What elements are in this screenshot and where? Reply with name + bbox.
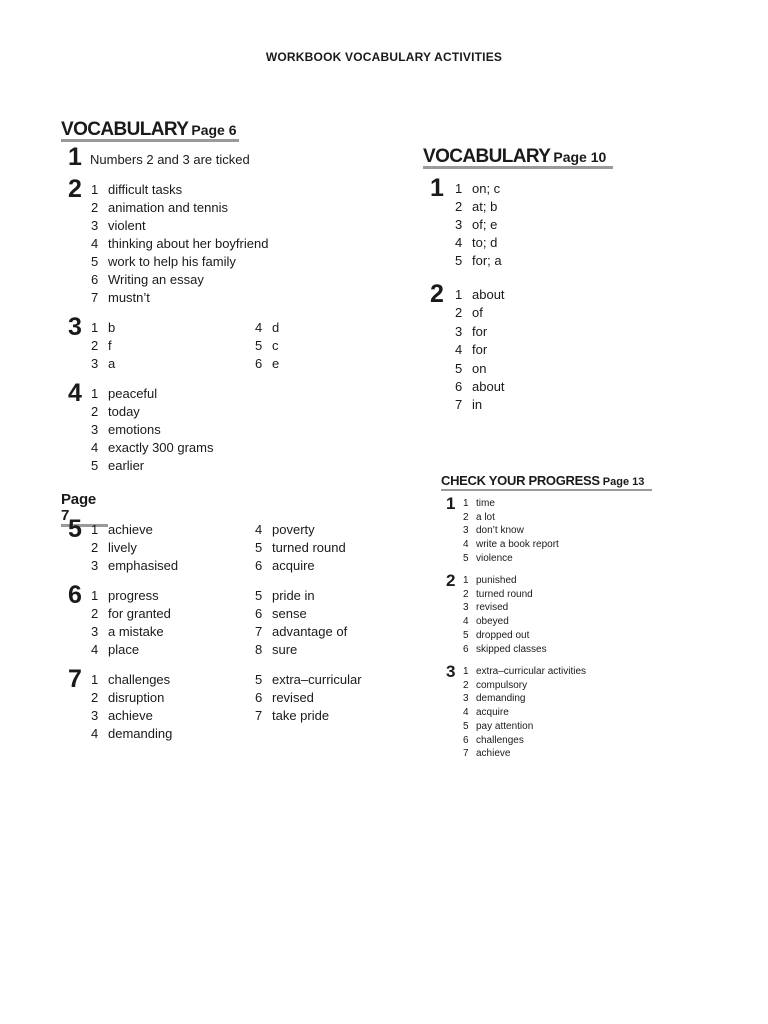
item-answer: extra–curricular activities [476,666,587,677]
item-answer: peaceful [108,386,158,401]
answer-item [463,644,547,656]
answer-item [255,642,297,657]
item-number: 4 [455,342,463,358]
answer-item [455,397,482,412]
answer-item [91,422,161,437]
item-number: 3 [91,708,99,723]
item-answer: on; c [472,181,501,196]
answer-item [91,218,146,233]
item-number: 1 [91,182,99,197]
answer-item [255,540,346,555]
item-answer: of; e [472,217,498,232]
document-title: WORKBOOK VOCABULARY ACTIVITIES [265,50,503,64]
item-number: 2 [91,200,99,215]
item-answer: today [108,404,140,419]
answer-item [91,200,228,215]
item-answer: dropped out [476,629,530,641]
item-number: 4 [91,440,99,455]
answer-item [455,361,486,376]
item-answer: in [472,397,483,413]
item-answer: turned round [272,540,346,555]
item-answer: mustn’t [108,290,150,305]
item-answer: a lot [476,511,495,523]
item-number: 3 [455,217,463,232]
item-answer: challenges [476,734,524,746]
item-number: 4 [455,235,463,250]
item-answer: achieve [476,748,511,760]
item-number: 1 [463,498,469,509]
item-number: 1 [91,588,99,603]
item-number: 3 [455,323,463,339]
answer-item [463,630,529,642]
answer-item [455,253,502,268]
item-number: 2 [91,606,99,621]
exercise-number: 1 [430,174,444,202]
answer-item [455,342,487,357]
answer-item [455,379,505,394]
answer-item [91,522,153,537]
exercise-number: 4 [68,379,82,407]
item-number: 2 [455,199,463,214]
item-answer: for granted [108,606,171,621]
answer-item [255,558,315,573]
item-answer: violent [108,218,146,233]
heading-check-your-progress [441,473,652,491]
answer-item [455,287,505,302]
item-answer: achieve [108,708,153,723]
item-number: 5 [455,360,463,376]
item-number: 6 [463,643,469,655]
item-answer: skipped classes [476,643,547,655]
answer-item [91,458,144,473]
exercise-number: 7 [68,665,82,693]
item-answer: for; a [472,253,502,268]
item-number: 1 [91,522,99,537]
heading-title: CHECK YOUR PROGRESS [441,473,600,488]
item-number: 1 [463,575,469,586]
answer-item [91,558,178,573]
item-answer: pay attention [476,720,534,732]
exercise-number: 3 [446,662,456,681]
item-number: 6 [91,272,99,287]
answer-item [91,182,182,197]
item-answer: write a book report [476,539,559,551]
item-answer: lively [108,540,137,555]
item-answer: disruption [108,690,165,705]
answer-item [463,707,509,719]
item-number: 3 [91,422,99,437]
item-answer: exactly 300 grams [108,440,214,455]
item-number: 5 [91,458,99,473]
answer-item [91,588,159,603]
item-number: 4 [91,236,99,251]
item-answer: demanding [476,693,526,705]
item-answer: for [472,323,488,339]
item-answer: d [272,320,280,335]
item-number: 6 [255,606,263,621]
item-answer: obeyed [476,616,509,628]
heading-vocabulary-page-6 [61,120,239,142]
heading-page: Page 10 [553,149,607,165]
item-number: 2 [91,404,99,419]
item-answer: time [476,498,495,509]
item-answer: violence [476,552,513,564]
item-number: 5 [255,588,263,603]
item-answer: c [272,338,279,353]
answer-item [91,272,204,287]
item-answer: acquire [476,707,509,719]
item-answer: Writing an essay [108,272,204,287]
answer-item [455,235,497,250]
item-number: 2 [91,540,99,555]
answer-item [463,525,524,537]
answer-item [463,693,525,705]
item-answer: take pride [272,708,330,723]
answer-item [255,606,307,621]
item-number: 3 [463,693,469,705]
item-answer: progress [108,588,159,603]
answer-item [91,726,172,741]
answer-item [455,199,497,214]
answer-item [91,236,268,251]
answer-item [463,748,510,760]
item-number: 5 [255,338,263,353]
exercise-number: 2 [430,280,444,308]
answer-item [91,708,153,723]
answer-item [255,672,362,687]
item-answer: place [108,642,140,657]
item-number: 3 [91,558,99,573]
answer-item [91,404,140,419]
answer-item [91,338,112,353]
item-number: 2 [463,679,469,691]
item-answer: e [272,356,280,371]
answer-item [255,522,315,537]
item-number: 6 [463,734,469,746]
item-answer: a mistake [108,624,164,639]
heading-title: VOCABULARY [423,146,551,167]
heading-title: VOCABULARY [61,119,189,140]
item-answer: achieve [108,522,153,537]
item-number: 4 [463,539,469,551]
item-answer: emphasised [108,558,179,573]
exercise-number: 1 [446,494,456,513]
item-number: 1 [91,386,99,401]
item-number: 1 [91,320,99,335]
answer-item [91,606,171,621]
item-answer: advantage of [272,624,348,639]
item-number: 4 [91,726,99,741]
item-number: 7 [455,397,463,413]
answer-item [463,616,509,628]
item-number: 4 [91,642,99,657]
exercise-number: 2 [446,571,456,590]
item-answer: extra–curricular [272,672,362,687]
answer-item [463,498,495,510]
item-number: 2 [455,305,463,321]
item-number: 6 [455,379,463,394]
item-number: 2 [91,338,99,353]
item-number: 2 [91,690,99,705]
answer-item [463,539,559,551]
item-number: 8 [255,642,263,657]
item-number: 6 [255,690,263,705]
item-answer: animation and tennis [108,200,228,215]
item-answer: about [472,287,505,302]
item-number: 7 [255,708,263,723]
exercise-number: 1 [68,143,82,171]
item-answer: sure [272,642,298,657]
item-number: 3 [91,356,99,371]
answer-text: Numbers 2 and 3 are ticked [90,152,250,167]
answer-item [463,666,586,678]
answer-item [455,324,487,339]
item-number: 1 [463,666,469,677]
item-number: 6 [255,356,263,371]
item-number: 1 [455,181,463,196]
answer-item [91,254,236,269]
heading-page: Page 6 [191,122,237,138]
item-answer: challenges [108,672,171,687]
heading-title: Page 7 [61,491,97,524]
item-number: 3 [91,624,99,639]
item-answer: turned round [476,588,533,600]
item-answer: demanding [108,726,173,741]
answer-item [455,181,500,196]
item-number: 5 [91,254,99,269]
item-number: 3 [91,218,99,233]
item-number: 3 [463,525,469,537]
answer-item [255,690,314,705]
item-answer: revised [272,690,314,705]
item-number: 7 [91,290,99,305]
item-answer: poverty [272,522,315,537]
answer-item [91,642,139,657]
item-answer: earlier [108,458,145,473]
answer-item [91,440,214,455]
item-number: 5 [463,552,469,564]
answer-item [463,553,513,565]
item-answer: difficult tasks [108,182,183,197]
exercise-number: 5 [68,515,82,543]
item-number: 5 [255,540,263,555]
item-answer: don’t know [476,525,524,537]
item-number: 4 [255,522,263,537]
item-answer: punished [476,575,517,586]
answer-item [255,356,279,371]
item-number: 7 [463,748,469,760]
heading-page: Page 13 [602,476,645,488]
item-answer: for [472,342,488,358]
item-number: 2 [463,588,469,600]
item-number: 5 [455,253,463,268]
item-answer: revised [476,602,509,614]
answer-item [455,305,483,320]
item-number: 4 [255,320,263,335]
item-answer: to; d [472,235,498,250]
item-number: 4 [463,616,469,628]
answer-item [463,602,508,614]
answer-item [91,690,164,705]
answer-item [91,320,115,335]
item-answer: b [108,320,116,335]
item-answer: a [108,356,116,371]
answer-item [91,290,150,305]
item-answer: on [472,360,487,376]
answer-item [463,589,533,601]
item-answer: thinking about her boyfriend [108,236,269,251]
answer-item [463,680,527,692]
answer-item [255,338,279,353]
answer-item [463,735,524,747]
item-number: 7 [255,624,263,639]
answer-item [255,708,329,723]
exercise-number: 2 [68,175,82,203]
item-answer: about [472,379,505,394]
item-number: 3 [463,602,469,614]
exercise-number: 3 [68,313,82,341]
item-answer: at; b [472,199,498,214]
item-number: 5 [463,629,469,641]
item-answer: pride in [272,588,315,603]
heading-vocabulary-page-10 [423,147,613,169]
item-number: 1 [455,287,463,302]
answer-item [463,721,533,733]
answer-item [91,672,170,687]
item-number: 2 [463,511,469,523]
answer-item [463,512,495,524]
answer-item [255,320,279,335]
item-answer: f [108,338,112,353]
item-answer: work to help his family [108,254,236,269]
answer-item [455,217,497,232]
answer-item [463,575,517,587]
item-number: 4 [463,707,469,719]
item-number: 5 [255,672,263,687]
answer-item [91,540,137,555]
item-answer: emotions [108,422,161,437]
answer-item [91,356,115,371]
item-number: 6 [255,558,263,573]
item-answer: acquire [272,558,315,573]
item-answer: sense [272,606,307,621]
item-number: 5 [463,720,469,732]
answer-item [255,624,347,639]
item-answer: compulsory [476,679,528,691]
item-number: 1 [91,672,99,687]
answer-item [91,624,164,639]
item-answer: of [472,305,483,321]
answer-item [255,588,315,603]
exercise-number: 6 [68,581,82,609]
answer-item [91,386,157,401]
